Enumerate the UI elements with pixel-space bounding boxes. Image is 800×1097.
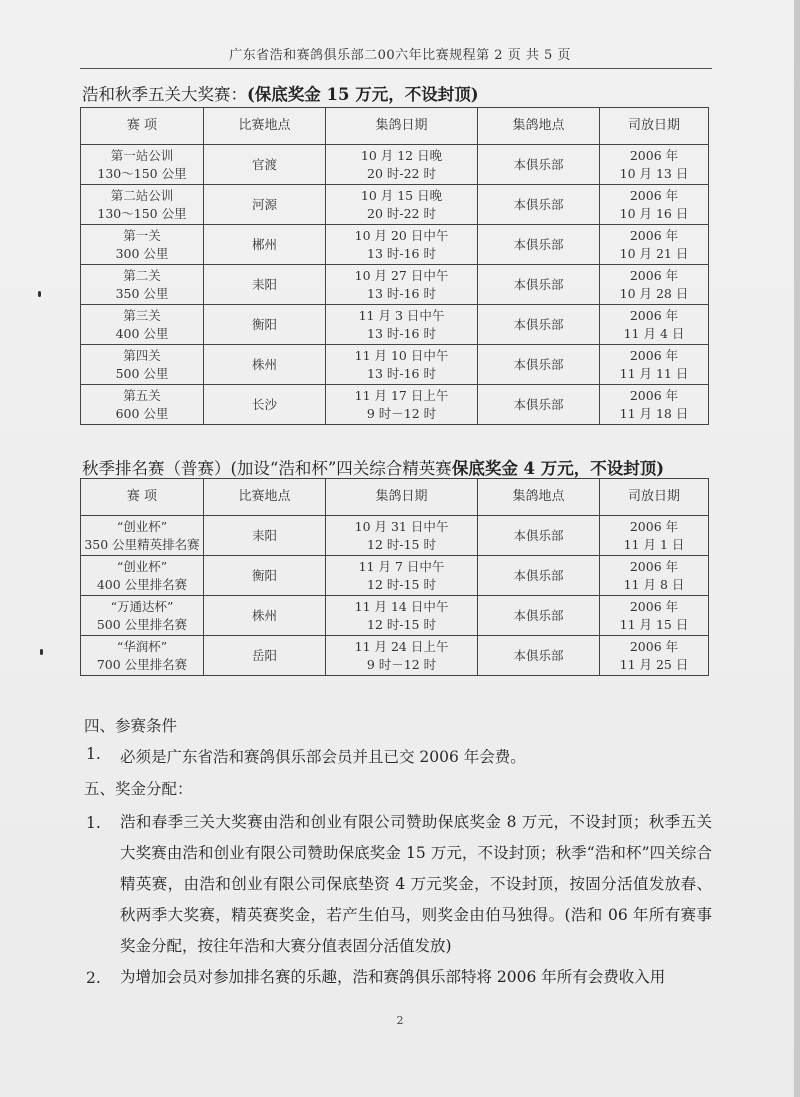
race-item-cell bbox=[81, 185, 204, 225]
release-date-cell-text: 2006 年 bbox=[629, 187, 679, 203]
release-date-cell-text: 2006 年 bbox=[629, 147, 679, 163]
collect-location-cell bbox=[478, 145, 600, 185]
collect-location-cell-text: 本俱乐部 bbox=[513, 236, 564, 252]
collect-location-cell-text: 本俱乐部 bbox=[513, 356, 564, 372]
section5-p2-num: 2. bbox=[86, 969, 101, 987]
race-place-cell-text: 长沙 bbox=[251, 396, 277, 412]
race-place-cell-text: 衡阳 bbox=[251, 316, 277, 332]
release-date-cell bbox=[600, 185, 709, 225]
release-date-cell bbox=[600, 385, 709, 425]
collect-date-cell-text: 9 时－12 时 bbox=[366, 405, 437, 421]
collect-date-cell-text: 13 时-16 时 bbox=[367, 285, 436, 301]
collect-location-cell-text: 本俱乐部 bbox=[513, 647, 564, 663]
header-cell: 集鸽地点 bbox=[478, 479, 600, 516]
race-item-cell-text: “万通达杯” bbox=[110, 598, 174, 614]
collect-location-cell bbox=[478, 596, 600, 636]
header-cell: 集鸽日期 bbox=[326, 108, 478, 145]
header-cell: 集鸽日期 bbox=[326, 479, 478, 516]
collect-date-cell-text: 10 月 12 日晚 bbox=[360, 147, 443, 163]
collect-location-cell-text: 本俱乐部 bbox=[513, 196, 564, 212]
race-item-cell-text: 第二站公训 bbox=[110, 187, 174, 203]
table-header-row bbox=[81, 108, 709, 145]
race-place-cell-text: 衡阳 bbox=[251, 567, 277, 583]
race-item-cell bbox=[81, 636, 204, 676]
release-date-cell-text: 11 月 8 日 bbox=[623, 576, 685, 592]
race-item-cell-text: 第一关 bbox=[123, 227, 161, 243]
table2-title-prefix: 秋季排名赛（普赛）(加设“浩和杯”四关综合精英赛 bbox=[82, 459, 452, 478]
release-date-cell-text: 2006 年 bbox=[629, 227, 679, 243]
race-place-cell-text: 河源 bbox=[251, 196, 277, 212]
table-row bbox=[81, 145, 709, 185]
collect-date-cell-text: 11 月 17 日上午 bbox=[354, 387, 449, 403]
autumn-ranking-table bbox=[80, 478, 709, 676]
collect-date-cell-text: 11 月 7 日中午 bbox=[358, 558, 445, 574]
header-cell: 司放日期 bbox=[600, 108, 709, 145]
collect-location-cell-text: 本俱乐部 bbox=[513, 607, 564, 623]
collect-date-cell bbox=[326, 305, 478, 345]
collect-location-cell-text: 本俱乐部 bbox=[513, 316, 564, 332]
race-item-cell bbox=[81, 265, 204, 305]
release-date-cell bbox=[600, 145, 709, 185]
race-item-cell-text: 350 公里精英排名赛 bbox=[84, 536, 200, 552]
collect-location-cell-text: 本俱乐部 bbox=[513, 156, 564, 172]
race-item-cell-text: 130～150 公里 bbox=[97, 165, 187, 181]
race-place-cell-text: 郴州 bbox=[251, 236, 277, 252]
race-item-cell-text: 500 公里 bbox=[115, 365, 169, 381]
table-row bbox=[81, 265, 709, 305]
release-date-cell-text: 11 月 25 日 bbox=[619, 656, 689, 672]
race-item-cell bbox=[81, 345, 204, 385]
race-item-cell bbox=[81, 225, 204, 265]
section5-p1-num: 1. bbox=[86, 814, 101, 832]
release-date-cell-text: 10 月 28 日 bbox=[619, 285, 689, 301]
race-item-cell-text: “创业杯” bbox=[116, 558, 168, 574]
table-row bbox=[81, 516, 709, 556]
release-date-cell-text: 11 月 11 日 bbox=[619, 365, 689, 381]
release-date-cell-text: 2006 年 bbox=[629, 518, 679, 534]
header-cell: 司放日期 bbox=[600, 479, 709, 516]
scan-speck bbox=[38, 291, 41, 297]
collect-location-cell bbox=[478, 265, 600, 305]
collect-date-cell bbox=[326, 636, 478, 676]
table-row bbox=[81, 305, 709, 345]
section5-heading: 五、奖金分配： bbox=[84, 780, 193, 798]
collect-location-cell bbox=[478, 556, 600, 596]
race-item-cell bbox=[81, 556, 204, 596]
race-item-cell-text: “华润杯” bbox=[116, 638, 168, 654]
release-date-cell-text: 10 月 13 日 bbox=[619, 165, 689, 181]
collect-date-cell-text: 20 时-22 时 bbox=[367, 205, 436, 221]
collect-date-cell-text: 9 时－12 时 bbox=[366, 656, 437, 672]
release-date-cell-text: 2006 年 bbox=[629, 347, 679, 363]
collect-date-cell bbox=[326, 516, 478, 556]
collect-date-cell-text: 11 月 10 日中午 bbox=[354, 347, 449, 363]
release-date-cell-text: 2006 年 bbox=[629, 307, 679, 323]
collect-date-cell bbox=[326, 556, 478, 596]
header-cell: 赛 项 bbox=[81, 479, 204, 516]
table2-title bbox=[82, 455, 664, 479]
race-item-cell-text: 350 公里 bbox=[115, 285, 169, 301]
race-item-cell-text: “创业杯” bbox=[116, 518, 168, 534]
race-place-cell bbox=[204, 305, 326, 345]
collect-date-cell bbox=[326, 596, 478, 636]
collect-date-cell-text: 10 月 31 日中午 bbox=[354, 518, 449, 534]
release-date-cell bbox=[600, 556, 709, 596]
race-place-cell-text: 耒阳 bbox=[251, 276, 277, 292]
collect-date-cell-text: 13 时-16 时 bbox=[367, 245, 436, 261]
release-date-cell-text: 2006 年 bbox=[629, 638, 679, 654]
race-place-cell bbox=[204, 225, 326, 265]
race-place-cell bbox=[204, 385, 326, 425]
collect-date-cell-text: 11 月 3 日中午 bbox=[358, 307, 445, 323]
race-place-cell bbox=[204, 145, 326, 185]
table2-title-bold: 保底奖金 4 万元，不设封顶) bbox=[451, 459, 665, 478]
section5-p1-text: 浩和春季三关大奖赛由浩和创业有限公司赞助保底奖金 8 万元，不设封顶；秋季五关大奖赛由浩和创业有限公司赞助保底奖金 15 万元，不设封顶；秋季“浩和杯”四关综合精英赛，由浩和创业有限公司保底垫资 4 万元奖金，不设封顶，按固分活值发放春、秋两季大奖赛，精英赛奖金，若产生伯马，则奖金由伯马独得。(浩和 06 年所有赛事奖金分配，按往年浩和大赛分值表固分活值发放) bbox=[120, 813, 712, 955]
collect-location-cell bbox=[478, 516, 600, 556]
release-date-cell-text: 11 月 15 日 bbox=[619, 616, 689, 632]
table-row bbox=[81, 596, 709, 636]
collect-date-cell bbox=[326, 265, 478, 305]
section4-item1-text: 必须是广东省浩和赛鸽俱乐部会员并且已交 2006 年会费。 bbox=[120, 748, 526, 766]
collect-location-cell bbox=[478, 225, 600, 265]
collect-date-cell-text: 10 月 20 日中午 bbox=[354, 227, 449, 243]
collect-date-cell bbox=[326, 385, 478, 425]
release-date-cell-text: 11 月 1 日 bbox=[623, 536, 685, 552]
race-item-cell bbox=[81, 596, 204, 636]
race-place-cell-text: 耒阳 bbox=[251, 527, 277, 543]
release-date-cell-text: 10 月 21 日 bbox=[619, 245, 689, 261]
table-header-row bbox=[81, 479, 709, 516]
release-date-cell-text: 11 月 4 日 bbox=[623, 325, 685, 341]
table-row bbox=[81, 185, 709, 225]
race-place-cell bbox=[204, 556, 326, 596]
header-cell: 赛 项 bbox=[81, 108, 204, 145]
release-date-cell-text: 11 月 18 日 bbox=[619, 405, 689, 421]
release-date-cell-text: 10 月 16 日 bbox=[619, 205, 689, 221]
release-date-cell bbox=[600, 516, 709, 556]
collect-date-cell bbox=[326, 225, 478, 265]
race-item-cell-text: 700 公里排名赛 bbox=[96, 656, 188, 672]
collect-date-cell-text: 11 月 24 日上午 bbox=[354, 638, 449, 654]
collect-location-cell-text: 本俱乐部 bbox=[513, 527, 564, 543]
race-place-cell bbox=[204, 596, 326, 636]
collect-location-cell bbox=[478, 185, 600, 225]
section4-item1-num: 1. bbox=[86, 745, 101, 763]
race-item-cell bbox=[81, 516, 204, 556]
race-place-cell bbox=[204, 345, 326, 385]
race-place-cell bbox=[204, 516, 326, 556]
release-date-cell bbox=[600, 596, 709, 636]
race-item-cell-text: 第三关 bbox=[123, 307, 161, 323]
header-rule bbox=[80, 68, 712, 69]
collect-date-cell-text: 12 时-15 时 bbox=[367, 536, 436, 552]
collect-date-cell-text: 10 月 15 日晚 bbox=[360, 187, 443, 203]
release-date-cell bbox=[600, 345, 709, 385]
table1-title-prefix: 浩和秋季五关大奖赛： bbox=[82, 85, 247, 104]
table1-title bbox=[82, 81, 479, 105]
release-date-cell-text: 2006 年 bbox=[629, 387, 679, 403]
page-header: 广东省浩和赛鸽俱乐部二00六年比赛规程第 2 页 共 5 页 bbox=[229, 48, 571, 63]
release-date-cell-text: 2006 年 bbox=[629, 558, 679, 574]
scan-edge bbox=[794, 0, 800, 1097]
race-place-cell-text: 株州 bbox=[251, 356, 277, 372]
race-item-cell-text: 130～150 公里 bbox=[97, 205, 187, 221]
race-item-cell-text: 600 公里 bbox=[115, 405, 169, 421]
collect-date-cell bbox=[326, 345, 478, 385]
autumn-five-stage-table bbox=[80, 107, 709, 425]
collect-date-cell-text: 11 月 14 日中午 bbox=[354, 598, 449, 614]
release-date-cell bbox=[600, 636, 709, 676]
race-item-cell-text: 300 公里 bbox=[115, 245, 169, 261]
race-item-cell bbox=[81, 145, 204, 185]
race-place-cell-text: 株州 bbox=[251, 607, 277, 623]
release-date-cell bbox=[600, 265, 709, 305]
collect-date-cell-text: 12 时-15 时 bbox=[367, 576, 436, 592]
scan-speck bbox=[40, 649, 43, 655]
race-item-cell-text: 第二关 bbox=[123, 267, 161, 283]
table1-title-bold: (保底奖金 15 万元，不设封顶) bbox=[247, 85, 479, 104]
section5-p2-text: 为增加会员对参加排名赛的乐趣，浩和赛鸽俱乐部特将 2006 年所有会费收入用 bbox=[120, 968, 666, 986]
header-cell: 比赛地点 bbox=[204, 479, 326, 516]
release-date-cell bbox=[600, 225, 709, 265]
table-row bbox=[81, 636, 709, 676]
race-item-cell bbox=[81, 385, 204, 425]
race-item-cell-text: 第一站公训 bbox=[110, 147, 174, 163]
race-item-cell bbox=[81, 305, 204, 345]
release-date-cell-text: 2006 年 bbox=[629, 267, 679, 283]
race-item-cell-text: 400 公里排名赛 bbox=[96, 576, 188, 592]
table-row bbox=[81, 556, 709, 596]
collect-date-cell bbox=[326, 185, 478, 225]
collect-location-cell-text: 本俱乐部 bbox=[513, 567, 564, 583]
collect-date-cell-text: 20 时-22 时 bbox=[367, 165, 436, 181]
race-item-cell-text: 第四关 bbox=[123, 347, 161, 363]
collect-date-cell-text: 10 月 27 日中午 bbox=[354, 267, 449, 283]
collect-location-cell bbox=[478, 385, 600, 425]
race-place-cell bbox=[204, 636, 326, 676]
race-place-cell bbox=[204, 265, 326, 305]
header-cell: 集鸽地点 bbox=[478, 108, 600, 145]
race-place-cell-text: 岳阳 bbox=[251, 647, 277, 663]
collect-date-cell-text: 13 时-16 时 bbox=[367, 325, 436, 341]
collect-date-cell-text: 13 时-16 时 bbox=[367, 365, 436, 381]
race-item-cell-text: 第五关 bbox=[123, 387, 161, 403]
release-date-cell bbox=[600, 305, 709, 345]
collect-location-cell bbox=[478, 345, 600, 385]
table-row bbox=[81, 225, 709, 265]
collect-date-cell-text: 12 时-15 时 bbox=[367, 616, 436, 632]
collect-location-cell-text: 本俱乐部 bbox=[513, 276, 564, 292]
collect-location-cell bbox=[478, 305, 600, 345]
table-row bbox=[81, 345, 709, 385]
section4-heading: 四、参赛条件 bbox=[84, 717, 178, 735]
collect-date-cell bbox=[326, 145, 478, 185]
page-number: 2 bbox=[396, 1014, 404, 1027]
race-place-cell bbox=[204, 185, 326, 225]
header-cell: 比赛地点 bbox=[204, 108, 326, 145]
race-place-cell-text: 官渡 bbox=[251, 156, 277, 172]
race-item-cell-text: 400 公里 bbox=[115, 325, 169, 341]
release-date-cell-text: 2006 年 bbox=[629, 598, 679, 614]
race-item-cell-text: 500 公里排名赛 bbox=[96, 616, 188, 632]
collect-location-cell bbox=[478, 636, 600, 676]
collect-location-cell-text: 本俱乐部 bbox=[513, 396, 564, 412]
table-row bbox=[81, 385, 709, 425]
